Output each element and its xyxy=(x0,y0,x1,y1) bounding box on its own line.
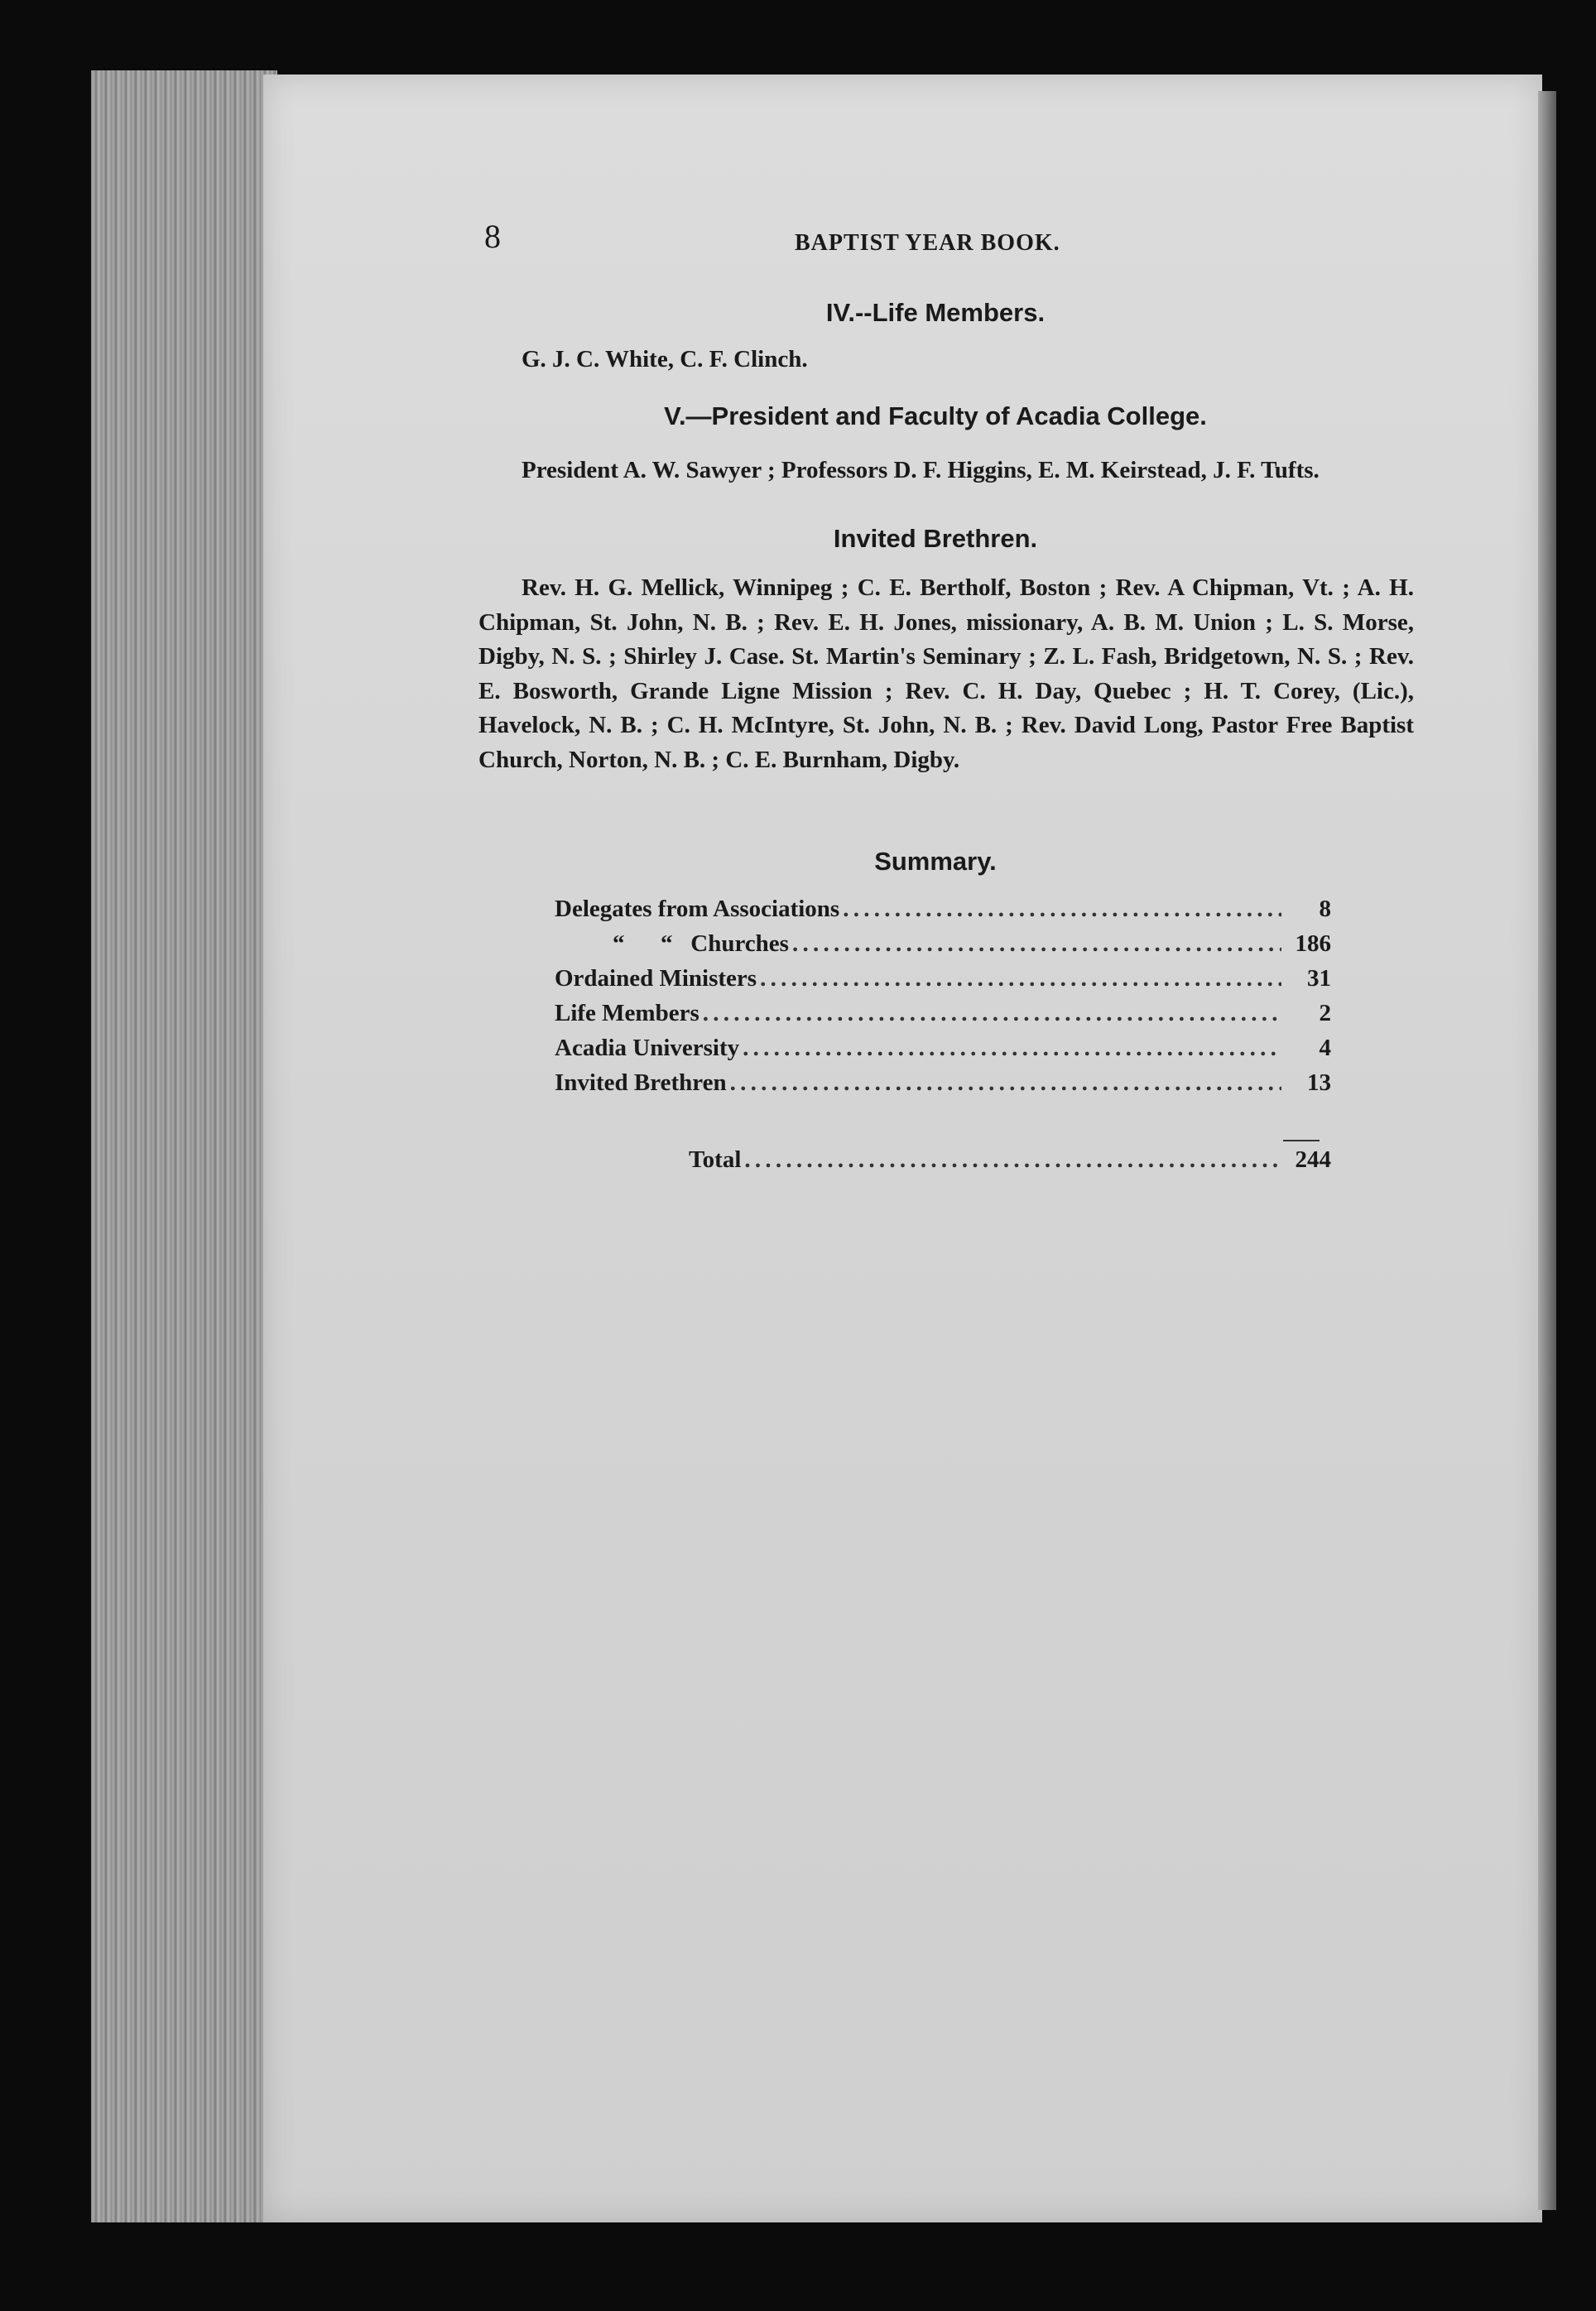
page-number: 8 xyxy=(484,218,501,255)
summary-value: 8 xyxy=(1319,896,1331,922)
summary-label: Life Members xyxy=(555,1000,699,1026)
summary-value: 13 xyxy=(1307,1069,1331,1096)
leader-dots xyxy=(843,896,1281,923)
summary-label: Delegates from Associations xyxy=(555,896,840,922)
summary-list xyxy=(555,896,1331,1104)
summary-value: 4 xyxy=(1319,1035,1331,1061)
summary-label: Ordained Ministers xyxy=(555,965,757,992)
summary-row xyxy=(555,1035,1331,1069)
faculty-paragraph: President A. W. Sawyer ; Professors D. F. Higgins, E. M. Keirstead, J. F. Tufts. xyxy=(522,457,1320,483)
leader-dots xyxy=(760,965,1281,992)
leader-dots xyxy=(744,1146,1281,1174)
summary-label: Invited Brethren xyxy=(555,1069,727,1096)
total-value: 244 xyxy=(1295,1146,1331,1173)
total-rule xyxy=(1283,1140,1320,1141)
summary-row xyxy=(555,1000,1331,1035)
summary-row xyxy=(555,1069,1331,1104)
running-head: BAPTIST YEAR BOOK. xyxy=(795,230,1060,256)
book-page-edges xyxy=(91,70,277,2222)
section-heading-summary: Summary. xyxy=(874,847,997,876)
summary-value: 2 xyxy=(1319,1000,1331,1026)
book-right-edge xyxy=(1538,91,1556,2210)
total-label: Total xyxy=(689,1146,742,1173)
summary-total-row xyxy=(689,1146,1331,1181)
summary-value: 186 xyxy=(1295,930,1331,957)
summary-row xyxy=(555,896,1331,930)
summary-row xyxy=(555,930,1331,965)
summary-value: 31 xyxy=(1307,965,1331,992)
leader-dots xyxy=(703,1000,1281,1027)
leader-dots xyxy=(730,1069,1281,1097)
section-heading-faculty: V.—President and Faculty of Acadia College. xyxy=(664,401,1207,430)
leader-dots xyxy=(743,1035,1281,1062)
summary-label: “ “ Churches xyxy=(613,930,789,957)
leader-dots xyxy=(792,930,1281,958)
section-heading-invited-brethren: Invited Brethren. xyxy=(833,524,1038,553)
section-heading-life-members: IV.--Life Members. xyxy=(825,298,1046,327)
summary-row xyxy=(555,965,1331,1000)
summary-label: Acadia University xyxy=(555,1035,740,1061)
life-members-names: G. J. C. White, C. F. Clinch. xyxy=(522,346,808,372)
invited-brethren-paragraph: Rev. H. G. Mellick, Winnipeg ; C. E. Bertholf, Boston ; Rev. A Chipman, Vt. ; A. H. Chipman, St. John, N. B. ; Rev. E. H. Jones, missionary, A. B. M. Union ; L. S. Morse, Digby, N. S. ; Shirley J. Case. St. Martin's Seminary ; Z. L. Fash, Bridgetown, N. S. ; Rev. E. Bosworth, Grande Ligne Mission ; Rev. C. H. Day, Quebec ; H. T. Corey, (Lic.), Havelock, N. B. ; C. H. McIntyre, St. John, N. B. ; Rev. David Long, Pastor Free Baptist Church, Norton, N. B. ; C. E. Burnham, Digby. xyxy=(478,574,1414,773)
